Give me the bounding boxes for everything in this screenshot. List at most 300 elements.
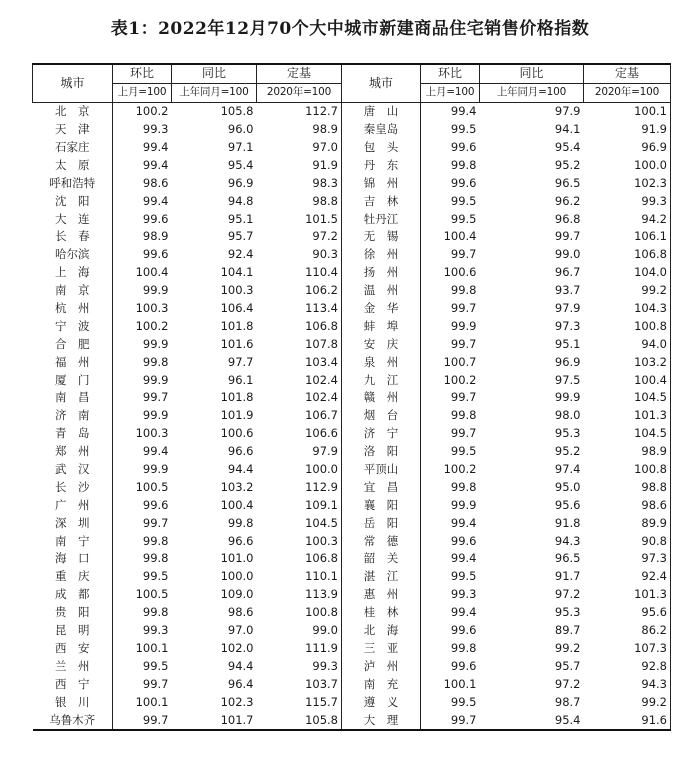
fixed-cell-left: 100.8 bbox=[257, 604, 342, 622]
mom-cell-left: 99.9 bbox=[142, 283, 169, 298]
city-cell-left: 沈 阳 bbox=[33, 192, 113, 210]
mom-cell-right: 99.4 bbox=[450, 551, 477, 566]
yoy-cell-right: 96.8 bbox=[554, 211, 581, 226]
yoy-cell-left: 94.4 bbox=[227, 658, 254, 673]
mom-cell-right: 99.5 bbox=[450, 193, 477, 208]
mom-cell-left: 100.5 bbox=[135, 479, 169, 494]
yoy-cell-left: 100.3 bbox=[220, 283, 254, 298]
yoy-cell-left: 100.6 bbox=[220, 426, 254, 441]
mom-cell-left: 99.3 bbox=[142, 623, 169, 638]
table-row bbox=[33, 389, 671, 407]
mom-cell-left: 99.9 bbox=[142, 462, 169, 477]
table-row bbox=[33, 425, 671, 443]
city-cell-left: 昆 明 bbox=[33, 622, 113, 640]
yoy-cell-left: 100.4 bbox=[220, 497, 254, 512]
yoy-cell-left: 101.8 bbox=[220, 318, 254, 333]
fixed-cell-left: 101.5 bbox=[257, 210, 342, 228]
yoy-cell-right: 96.9 bbox=[554, 354, 581, 369]
fixed-cell-left: 98.3 bbox=[257, 174, 342, 192]
mom-cell-right: 99.9 bbox=[450, 318, 477, 333]
yoy-cell-left: 99.8 bbox=[227, 515, 254, 530]
mom-cell-right: 99.8 bbox=[450, 479, 477, 494]
yoy-cell-right: 99.9 bbox=[554, 390, 581, 405]
mom-cell-right: 99.4 bbox=[450, 104, 477, 119]
mom-cell-right: 100.1 bbox=[443, 676, 477, 691]
city-cell-left: 长 沙 bbox=[33, 478, 113, 496]
fixed-cell-right: 98.9 bbox=[584, 443, 671, 461]
city-cell-left: 上 海 bbox=[33, 264, 113, 282]
fixed-cell-left: 98.8 bbox=[257, 192, 342, 210]
fixed-cell-right: 104.5 bbox=[584, 389, 671, 407]
fixed-cell-right: 94.3 bbox=[584, 675, 671, 693]
yoy-cell-left: 96.0 bbox=[227, 122, 254, 137]
fixed-cell-left: 111.9 bbox=[257, 640, 342, 658]
yoy-cell-left: 101.7 bbox=[220, 712, 254, 727]
mom-cell-right: 99.9 bbox=[450, 497, 477, 512]
table-row bbox=[33, 550, 671, 568]
fixed-cell-right: 100.8 bbox=[584, 317, 671, 335]
city-cell-left: 西 安 bbox=[33, 640, 113, 658]
fixed-cell-left: 99.3 bbox=[257, 657, 342, 675]
city-cell-left: 合 肥 bbox=[33, 335, 113, 353]
mom-cell-left: 99.9 bbox=[142, 408, 169, 423]
city-cell-left: 天 津 bbox=[33, 121, 113, 139]
fixed-cell-left: 99.0 bbox=[257, 622, 342, 640]
fixed-cell-left: 100.0 bbox=[257, 461, 342, 479]
yoy-header-right: 同比 bbox=[480, 64, 584, 83]
yoy-cell-left: 109.0 bbox=[220, 587, 254, 602]
mom-cell-left: 98.9 bbox=[142, 229, 169, 244]
yoy-cell-right: 97.9 bbox=[554, 104, 581, 119]
yoy-cell-right: 95.6 bbox=[554, 497, 581, 512]
table-row bbox=[33, 156, 671, 174]
yoy-cell-right: 96.7 bbox=[554, 265, 581, 280]
table-row bbox=[33, 210, 671, 228]
city-cell-right: 包 头 bbox=[342, 139, 421, 157]
fixed-cell-right: 89.9 bbox=[584, 514, 671, 532]
fixed-cell-right: 97.3 bbox=[584, 550, 671, 568]
mom-cell-right: 99.6 bbox=[450, 658, 477, 673]
fixed-cell-left: 103.4 bbox=[257, 353, 342, 371]
yoy-header-left: 同比 bbox=[172, 64, 257, 83]
yoy-cell-left: 104.1 bbox=[220, 265, 254, 280]
mom-cell-right: 99.6 bbox=[450, 140, 477, 154]
yoy-cell-left: 101.9 bbox=[220, 408, 254, 423]
mom-cell-right: 100.7 bbox=[443, 354, 477, 369]
yoy-cell-right: 94.1 bbox=[554, 122, 581, 137]
city-cell-right: 九 江 bbox=[342, 371, 421, 389]
fixed-cell-left: 104.5 bbox=[257, 514, 342, 532]
yoy-cell-right: 91.7 bbox=[554, 569, 581, 584]
table-row bbox=[33, 407, 671, 425]
table-row bbox=[33, 461, 671, 479]
yoy-cell-left: 96.6 bbox=[227, 533, 254, 548]
table-row bbox=[33, 604, 671, 622]
yoy-base-right: 上年同月=100 bbox=[480, 83, 584, 102]
fixed-cell-right: 104.3 bbox=[584, 300, 671, 318]
fixed-base-left: 2020年=100 bbox=[257, 83, 342, 102]
table-row bbox=[33, 102, 671, 120]
city-cell-left: 济 南 bbox=[33, 407, 113, 425]
mom-cell-left: 99.4 bbox=[142, 140, 169, 154]
city-cell-left: 大 连 bbox=[33, 210, 113, 228]
city-cell-right: 丹 东 bbox=[342, 156, 421, 174]
mom-cell-left: 99.3 bbox=[142, 122, 169, 137]
mom-cell-right: 100.2 bbox=[443, 372, 477, 387]
fixed-cell-left: 109.1 bbox=[257, 496, 342, 514]
fixed-cell-left: 98.9 bbox=[257, 121, 342, 139]
mom-cell-right: 99.8 bbox=[450, 283, 477, 298]
fixed-cell-right: 98.8 bbox=[584, 478, 671, 496]
yoy-cell-left: 95.4 bbox=[227, 157, 254, 172]
table-row bbox=[33, 693, 671, 711]
yoy-cell-left: 101.0 bbox=[220, 551, 254, 566]
yoy-cell-right: 95.2 bbox=[554, 157, 581, 172]
table-title: 表1：2022年12月70个大中城市新建商品住宅销售价格指数 bbox=[110, 19, 590, 39]
mom-cell-right: 99.4 bbox=[450, 605, 477, 620]
fixed-cell-right: 91.6 bbox=[584, 711, 671, 730]
fixed-cell-right: 92.4 bbox=[584, 568, 671, 586]
city-cell-left: 深 圳 bbox=[33, 514, 113, 532]
fixed-cell-right: 92.8 bbox=[584, 657, 671, 675]
fixed-cell-right: 102.3 bbox=[584, 174, 671, 192]
yoy-cell-left: 105.8 bbox=[220, 104, 254, 119]
city-cell-left: 郑 州 bbox=[33, 443, 113, 461]
mom-cell-right: 100.6 bbox=[443, 265, 477, 280]
city-cell-right: 遵 义 bbox=[342, 693, 421, 711]
city-cell-right: 泸 州 bbox=[342, 657, 421, 675]
fixed-cell-left: 112.7 bbox=[257, 102, 342, 120]
city-cell-left: 北 京 bbox=[33, 102, 113, 120]
fixed-cell-right: 100.1 bbox=[584, 102, 671, 120]
table-body bbox=[33, 102, 671, 730]
yoy-cell-left: 102.0 bbox=[220, 640, 254, 655]
table-row bbox=[33, 371, 671, 389]
table-row bbox=[33, 478, 671, 496]
city-cell-right: 秦皇岛 bbox=[342, 121, 421, 139]
fixed-cell-left: 115.7 bbox=[257, 693, 342, 711]
yoy-cell-left: 97.0 bbox=[227, 623, 254, 638]
mom-header-right: 环比 bbox=[421, 64, 480, 83]
fixed-cell-right: 100.4 bbox=[584, 371, 671, 389]
fixed-cell-left: 105.8 bbox=[257, 711, 342, 730]
yoy-cell-right: 95.0 bbox=[554, 479, 581, 494]
fixed-cell-left: 106.6 bbox=[257, 425, 342, 443]
fixed-cell-right: 95.6 bbox=[584, 604, 671, 622]
fixed-cell-left: 110.1 bbox=[257, 568, 342, 586]
mom-cell-right: 99.7 bbox=[450, 390, 477, 405]
mom-cell-left: 99.9 bbox=[142, 336, 169, 351]
city-cell-left: 杭 州 bbox=[33, 300, 113, 318]
mom-cell-right: 99.5 bbox=[450, 211, 477, 226]
fixed-cell-right: 107.3 bbox=[584, 640, 671, 658]
mom-cell-right: 99.7 bbox=[450, 301, 477, 316]
yoy-cell-right: 89.7 bbox=[554, 623, 581, 638]
mom-cell-right: 99.5 bbox=[450, 694, 477, 709]
city-cell-right: 无 锡 bbox=[342, 228, 421, 246]
mom-cell-right: 100.4 bbox=[443, 229, 477, 244]
table-row bbox=[33, 282, 671, 300]
fixed-cell-right: 99.2 bbox=[584, 282, 671, 300]
table-row bbox=[33, 300, 671, 318]
yoy-cell-right: 95.3 bbox=[554, 605, 581, 620]
table-row bbox=[33, 335, 671, 353]
city-cell-left: 南 昌 bbox=[33, 389, 113, 407]
city-cell-right: 大 理 bbox=[342, 711, 421, 730]
fixed-cell-left: 113.4 bbox=[257, 300, 342, 318]
mom-base-left: 上月=100 bbox=[113, 83, 172, 102]
mom-cell-left: 100.1 bbox=[135, 640, 169, 655]
city-cell-right: 吉 林 bbox=[342, 192, 421, 210]
mom-cell-left: 99.5 bbox=[142, 569, 169, 584]
city-cell-right: 南 充 bbox=[342, 675, 421, 693]
table-row bbox=[33, 317, 671, 335]
fixed-cell-left: 112.9 bbox=[257, 478, 342, 496]
city-cell-right: 济 宁 bbox=[342, 425, 421, 443]
mom-cell-left: 100.2 bbox=[135, 318, 169, 333]
mom-cell-left: 99.7 bbox=[142, 676, 169, 691]
yoy-cell-left: 95.7 bbox=[227, 229, 254, 244]
fixed-cell-right: 99.3 bbox=[584, 192, 671, 210]
yoy-cell-right: 98.0 bbox=[554, 408, 581, 423]
header-row-main bbox=[33, 64, 671, 83]
mom-cell-right: 99.8 bbox=[450, 408, 477, 423]
city-cell-right: 锦 州 bbox=[342, 174, 421, 192]
fixed-cell-right: 103.2 bbox=[584, 353, 671, 371]
yoy-cell-right: 96.5 bbox=[554, 175, 581, 190]
price-index-table bbox=[32, 63, 671, 731]
fixed-header-left: 定基 bbox=[257, 64, 342, 83]
mom-cell-right: 99.5 bbox=[450, 444, 477, 459]
mom-cell-left: 99.9 bbox=[142, 372, 169, 387]
fixed-cell-left: 97.9 bbox=[257, 443, 342, 461]
city-header-right: 城市 bbox=[342, 64, 421, 102]
table-row bbox=[33, 246, 671, 264]
yoy-cell-left: 94.4 bbox=[227, 462, 254, 477]
mom-cell-left: 98.6 bbox=[142, 175, 169, 190]
fixed-cell-right: 99.2 bbox=[584, 693, 671, 711]
city-cell-left: 青 岛 bbox=[33, 425, 113, 443]
mom-cell-left: 99.7 bbox=[142, 712, 169, 727]
fixed-cell-right: 94.2 bbox=[584, 210, 671, 228]
fixed-base-right: 2020年=100 bbox=[584, 83, 671, 102]
fixed-cell-left: 100.3 bbox=[257, 532, 342, 550]
yoy-cell-right: 95.2 bbox=[554, 444, 581, 459]
yoy-cell-right: 95.3 bbox=[554, 426, 581, 441]
city-cell-left: 福 州 bbox=[33, 353, 113, 371]
mom-cell-right: 100.2 bbox=[443, 462, 477, 477]
yoy-cell-left: 98.6 bbox=[227, 605, 254, 620]
city-cell-right: 烟 台 bbox=[342, 407, 421, 425]
mom-cell-right: 99.4 bbox=[450, 515, 477, 530]
city-cell-left: 哈尔滨 bbox=[33, 246, 113, 264]
fixed-cell-left: 106.2 bbox=[257, 282, 342, 300]
mom-cell-right: 99.6 bbox=[450, 623, 477, 638]
table-row bbox=[33, 496, 671, 514]
mom-cell-right: 99.7 bbox=[450, 426, 477, 441]
yoy-cell-left: 92.4 bbox=[227, 247, 254, 262]
yoy-cell-left: 100.0 bbox=[220, 569, 254, 584]
city-cell-left: 石家庄 bbox=[33, 139, 113, 157]
city-cell-left: 兰 州 bbox=[33, 657, 113, 675]
yoy-cell-left: 101.8 bbox=[220, 390, 254, 405]
city-header-left: 城市 bbox=[33, 64, 113, 102]
mom-cell-left: 100.4 bbox=[135, 265, 169, 280]
mom-cell-left: 99.6 bbox=[142, 211, 169, 226]
city-cell-left: 重 庆 bbox=[33, 568, 113, 586]
yoy-cell-left: 94.8 bbox=[227, 193, 254, 208]
mom-cell-right: 99.5 bbox=[450, 569, 477, 584]
fixed-cell-right: 91.9 bbox=[584, 121, 671, 139]
fixed-cell-right: 101.3 bbox=[584, 586, 671, 604]
city-cell-right: 徐 州 bbox=[342, 246, 421, 264]
fixed-cell-right: 104.0 bbox=[584, 264, 671, 282]
city-cell-right: 赣 州 bbox=[342, 389, 421, 407]
table-row bbox=[33, 443, 671, 461]
yoy-cell-left: 95.1 bbox=[227, 211, 254, 226]
city-cell-right: 安 庆 bbox=[342, 335, 421, 353]
fixed-cell-left: 106.8 bbox=[257, 317, 342, 335]
mom-cell-right: 99.3 bbox=[450, 587, 477, 602]
yoy-cell-right: 99.0 bbox=[554, 247, 581, 262]
city-cell-left: 南 宁 bbox=[33, 532, 113, 550]
mom-cell-left: 100.3 bbox=[135, 426, 169, 441]
yoy-cell-right: 98.7 bbox=[554, 694, 581, 709]
city-cell-left: 成 都 bbox=[33, 586, 113, 604]
yoy-cell-left: 106.4 bbox=[220, 301, 254, 316]
fixed-cell-right: 100.8 bbox=[584, 461, 671, 479]
fixed-cell-left: 91.9 bbox=[257, 156, 342, 174]
city-cell-left: 南 京 bbox=[33, 282, 113, 300]
fixed-cell-right: 101.3 bbox=[584, 407, 671, 425]
yoy-cell-left: 97.7 bbox=[227, 354, 254, 369]
mom-cell-left: 100.5 bbox=[135, 587, 169, 602]
table-row bbox=[33, 121, 671, 139]
table-row bbox=[33, 568, 671, 586]
city-cell-left: 厦 门 bbox=[33, 371, 113, 389]
table-row bbox=[33, 192, 671, 210]
yoy-cell-right: 95.7 bbox=[554, 658, 581, 673]
yoy-cell-left: 96.4 bbox=[227, 676, 254, 691]
mom-cell-left: 99.8 bbox=[142, 533, 169, 548]
mom-cell-right: 99.7 bbox=[450, 712, 477, 727]
yoy-cell-left: 101.6 bbox=[220, 336, 254, 351]
yoy-cell-right: 91.8 bbox=[554, 515, 581, 530]
mom-cell-left: 99.4 bbox=[142, 157, 169, 172]
mom-cell-right: 99.5 bbox=[450, 122, 477, 137]
city-cell-right: 桂 林 bbox=[342, 604, 421, 622]
mom-cell-left: 99.8 bbox=[142, 551, 169, 566]
mom-cell-left: 99.4 bbox=[142, 444, 169, 459]
yoy-cell-right: 94.3 bbox=[554, 533, 581, 548]
city-cell-left: 呼和浩特 bbox=[33, 174, 113, 192]
mom-cell-left: 99.7 bbox=[142, 390, 169, 405]
city-cell-right: 常 德 bbox=[342, 532, 421, 550]
yoy-cell-left: 102.3 bbox=[220, 694, 254, 709]
fixed-cell-left: 106.8 bbox=[257, 550, 342, 568]
yoy-cell-left: 96.9 bbox=[227, 175, 254, 190]
yoy-cell-right: 93.7 bbox=[554, 283, 581, 298]
yoy-cell-right: 97.3 bbox=[554, 318, 581, 333]
mom-base-right: 上月=100 bbox=[421, 83, 480, 102]
yoy-cell-right: 96.2 bbox=[554, 193, 581, 208]
city-cell-left: 太 原 bbox=[33, 156, 113, 174]
mom-cell-left: 99.7 bbox=[142, 515, 169, 530]
city-cell-right: 惠 州 bbox=[342, 586, 421, 604]
city-cell-right: 三 亚 bbox=[342, 640, 421, 658]
fixed-cell-left: 103.7 bbox=[257, 675, 342, 693]
city-cell-right: 牡丹江 bbox=[342, 210, 421, 228]
fixed-cell-left: 102.4 bbox=[257, 389, 342, 407]
city-cell-left: 银 川 bbox=[33, 693, 113, 711]
mom-cell-right: 99.6 bbox=[450, 533, 477, 548]
yoy-cell-left: 96.1 bbox=[227, 372, 254, 387]
city-cell-left: 长 春 bbox=[33, 228, 113, 246]
table-row bbox=[33, 622, 671, 640]
mom-cell-right: 99.7 bbox=[450, 247, 477, 262]
yoy-cell-right: 97.2 bbox=[554, 587, 581, 602]
mom-cell-right: 99.7 bbox=[450, 336, 477, 351]
table-row bbox=[33, 139, 671, 157]
city-cell-right: 平顶山 bbox=[342, 461, 421, 479]
yoy-cell-right: 97.5 bbox=[554, 372, 581, 387]
city-cell-right: 温 州 bbox=[342, 282, 421, 300]
fixed-cell-left: 113.9 bbox=[257, 586, 342, 604]
city-cell-right: 襄 阳 bbox=[342, 496, 421, 514]
city-cell-right: 扬 州 bbox=[342, 264, 421, 282]
table-row bbox=[33, 711, 671, 730]
yoy-cell-right: 95.4 bbox=[554, 140, 581, 154]
table-row bbox=[33, 640, 671, 658]
fixed-cell-left: 102.4 bbox=[257, 371, 342, 389]
fixed-cell-left: 106.7 bbox=[257, 407, 342, 425]
city-cell-left: 西 宁 bbox=[33, 675, 113, 693]
fixed-header-right: 定基 bbox=[584, 64, 671, 83]
mom-header-left: 环比 bbox=[113, 64, 172, 83]
city-cell-right: 宜 昌 bbox=[342, 478, 421, 496]
fixed-cell-left: 90.3 bbox=[257, 246, 342, 264]
fixed-cell-right: 104.5 bbox=[584, 425, 671, 443]
mom-cell-left: 99.4 bbox=[142, 193, 169, 208]
city-cell-right: 唐 山 bbox=[342, 102, 421, 120]
table-row bbox=[33, 353, 671, 371]
mom-cell-right: 99.6 bbox=[450, 175, 477, 190]
city-cell-left: 宁 波 bbox=[33, 317, 113, 335]
yoy-cell-left: 97.1 bbox=[227, 140, 254, 154]
mom-cell-left: 100.1 bbox=[135, 694, 169, 709]
fixed-cell-left: 107.8 bbox=[257, 335, 342, 353]
fixed-cell-left: 97.0 bbox=[257, 139, 342, 157]
fixed-cell-right: 96.9 bbox=[584, 139, 671, 157]
mom-cell-right: 99.8 bbox=[450, 640, 477, 655]
table-row bbox=[33, 675, 671, 693]
mom-cell-left: 100.3 bbox=[135, 301, 169, 316]
yoy-cell-right: 96.5 bbox=[554, 551, 581, 566]
city-cell-right: 北 海 bbox=[342, 622, 421, 640]
city-cell-left: 乌鲁木齐 bbox=[33, 711, 113, 730]
yoy-cell-left: 103.2 bbox=[220, 479, 254, 494]
yoy-cell-right: 97.9 bbox=[554, 301, 581, 316]
mom-cell-left: 99.6 bbox=[142, 497, 169, 512]
fixed-cell-left: 110.4 bbox=[257, 264, 342, 282]
table-row bbox=[33, 532, 671, 550]
yoy-cell-left: 96.6 bbox=[227, 444, 254, 459]
city-cell-right: 岳 阳 bbox=[342, 514, 421, 532]
yoy-cell-right: 97.4 bbox=[554, 462, 581, 477]
city-cell-right: 泉 州 bbox=[342, 353, 421, 371]
yoy-cell-right: 95.1 bbox=[554, 336, 581, 351]
city-cell-left: 贵 阳 bbox=[33, 604, 113, 622]
